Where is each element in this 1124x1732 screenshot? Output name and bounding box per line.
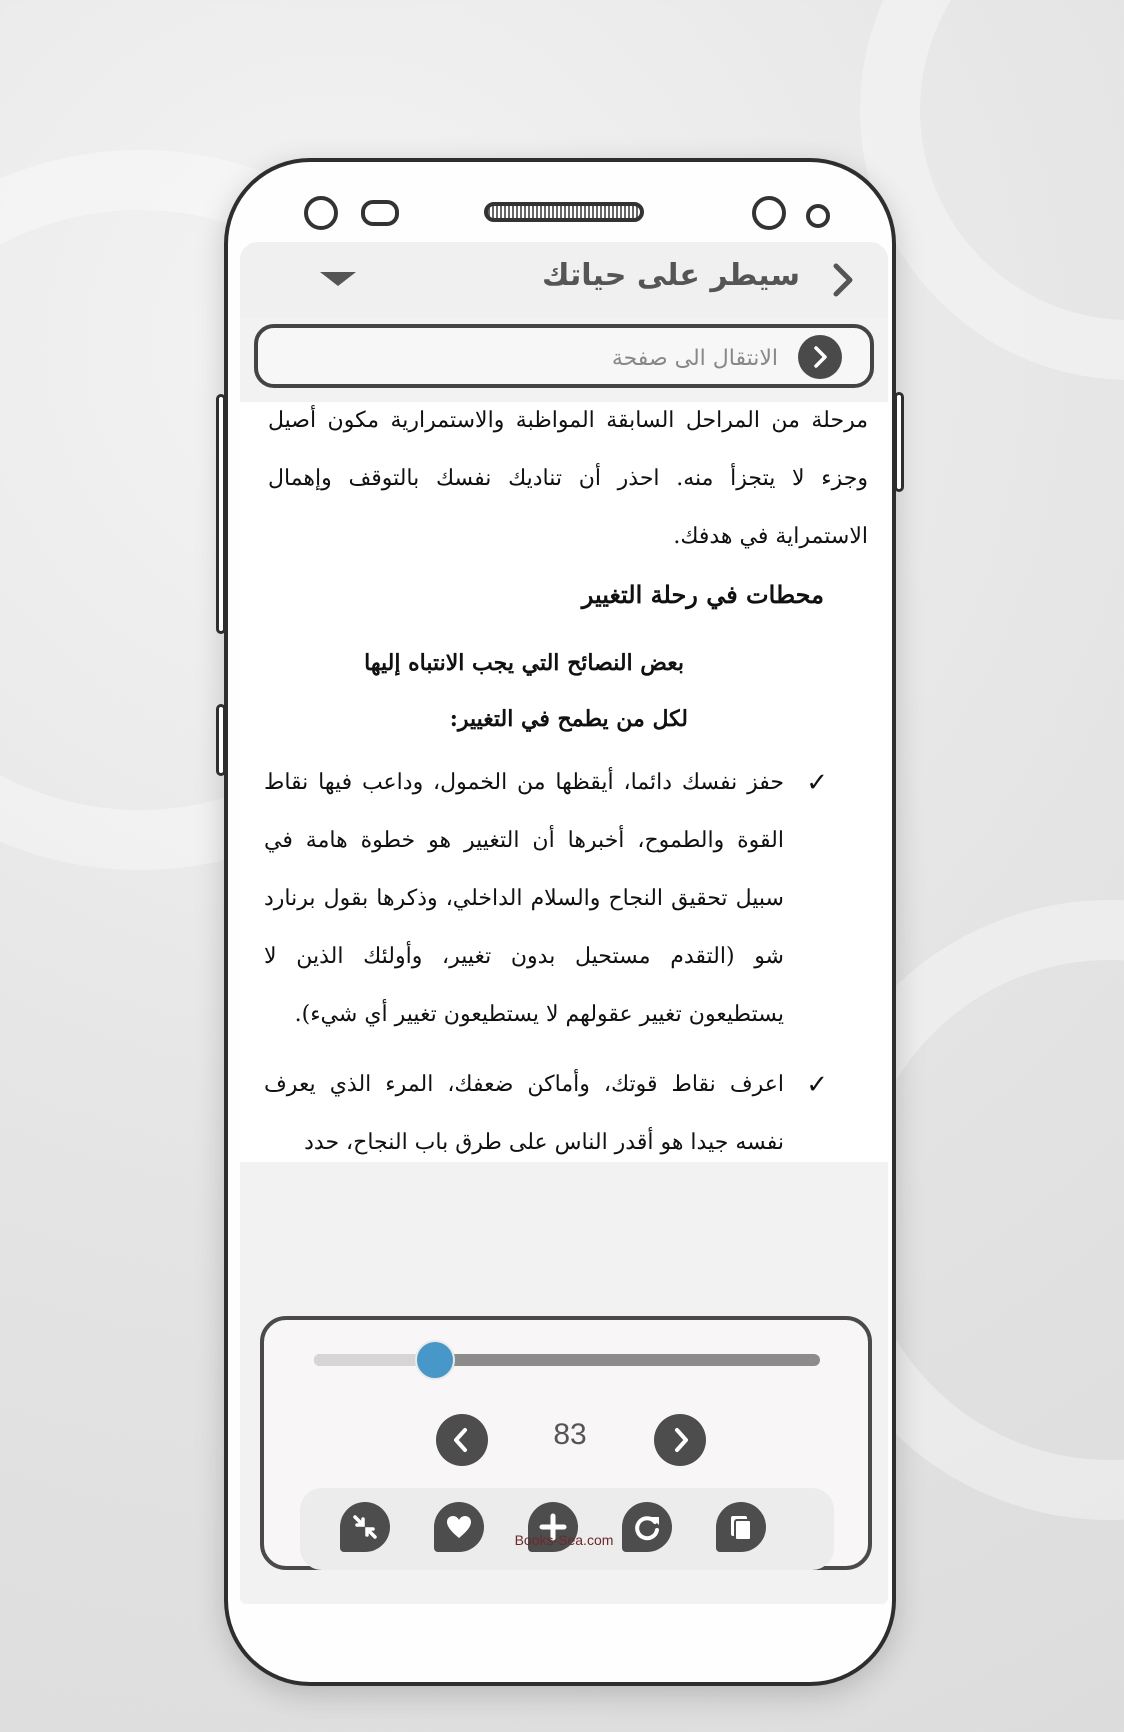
next-page-button[interactable] — [654, 1414, 706, 1466]
page-jump-bar — [254, 324, 874, 388]
side-button — [216, 704, 226, 776]
background-decoration — [860, 0, 1124, 380]
sensor-icon — [304, 196, 338, 230]
caret-down-icon[interactable] — [320, 272, 356, 286]
volume-button — [216, 394, 226, 634]
list-item — [264, 1056, 868, 1162]
subheading: لكل من يطمح في التغيير: — [449, 706, 688, 732]
phone-frame — [224, 158, 896, 1686]
front-camera-icon — [752, 196, 786, 230]
current-page-number: 83 — [553, 1418, 587, 1451]
subheading: بعض النصائح التي يجب الانتباه إليها — [364, 650, 684, 676]
sensor-icon — [806, 204, 830, 228]
chevron-left-icon — [436, 1414, 488, 1466]
list-item — [264, 754, 868, 1044]
power-button — [894, 392, 904, 492]
list-item-text: اعرف نقاط قوتك، وأماكن ضعفك، المرء الذي يعرف نفسه جيدا هو أقدر الناس على طرق باب النجاح، حدد — [264, 1072, 784, 1155]
checkmark-icon: ✓ — [806, 768, 828, 798]
checkmark-icon: ✓ — [806, 1070, 828, 1100]
screen — [240, 242, 888, 1604]
list-item-text: حفز نفسك دائما، أيقظها من الخمول، وداعب فيها نقاط القوة والطموح، أخبرها أن التغيير هو خطوة هامة في سبيل تحقيق النجاح والسلام الداخلي، وذكرها بقول برنارد شو (التقدم مستحيل بدون تغيير، وأولئك الذين لا يستطيعون تغيير عقولهم لا يستطيعون تغيير أي شيء). — [264, 770, 784, 1027]
sensor-icon — [361, 200, 399, 226]
chevron-right-icon — [654, 1414, 706, 1466]
go-to-page-button[interactable] — [798, 335, 842, 379]
section-heading: محطات في رحلة التغيير — [581, 580, 824, 609]
page-slider[interactable] — [314, 1354, 820, 1366]
chevron-right-icon — [798, 335, 842, 379]
chevron-right-icon[interactable] — [822, 260, 862, 300]
page-number-input[interactable] — [316, 340, 780, 376]
slider-thumb[interactable] — [415, 1340, 455, 1380]
reader-toolbar — [300, 1488, 834, 1570]
app-header — [240, 242, 888, 318]
paragraph: مرحلة من المراحل السابقة المواظبة والاستمرارية مكون أصيل وجزء لا يتجزأ منه. احذر أن تناديك نفسك بالتوقف وإهمال الاستمراية في هدفك. — [268, 408, 868, 549]
speaker-grille — [484, 202, 644, 222]
book-page — [240, 402, 888, 1162]
book-title: سيطر على حياتك — [542, 258, 800, 293]
previous-page-button[interactable] — [436, 1414, 488, 1466]
site-watermark: Books-Sea.com — [514, 1532, 614, 1548]
